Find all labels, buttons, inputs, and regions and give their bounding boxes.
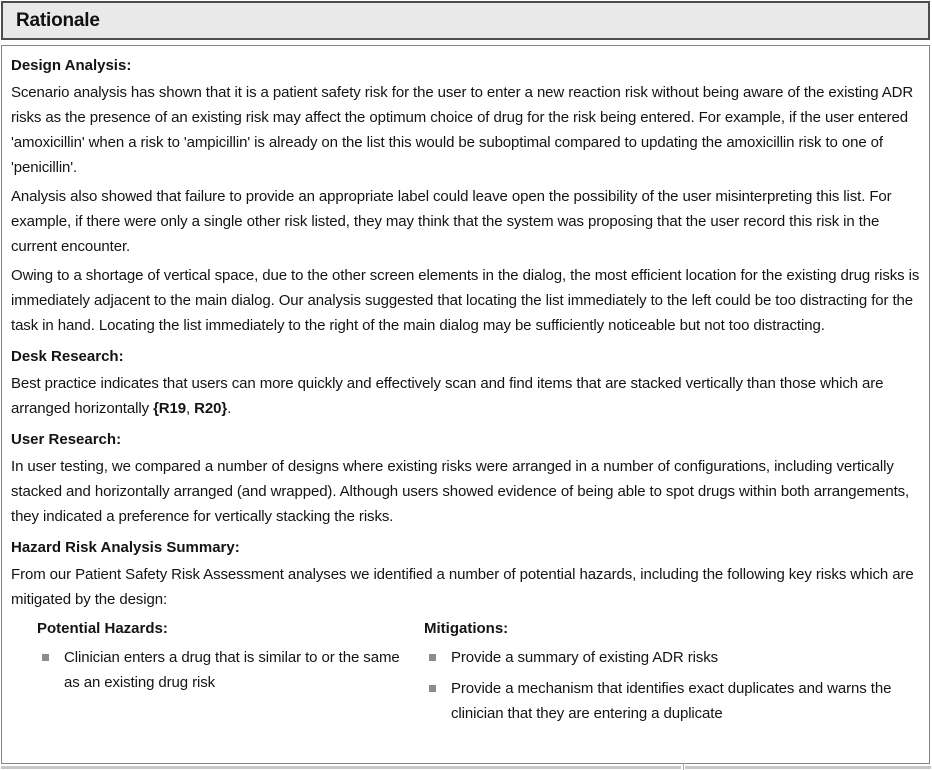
- desk-research-heading: Desk Research:: [11, 348, 124, 365]
- hazard-summary-paragraph: From our Patient Safety Risk Assessment analyses we identified a number of potential hazards, including the following key risks which are mitigated by the design:: [11, 566, 914, 608]
- bullet-square-icon: [429, 685, 436, 692]
- user-research-paragraph: In user testing, we compared a number of designs where existing risks were arranged in a number of configurations, including vertically stacked and horizontally arranged (and wrapped). Although users showed evidence of being able to spot drugs within both arrangements, they indicated a preference for vertically stacking the risks.: [11, 458, 910, 525]
- reference-r19: {R19: [153, 400, 187, 417]
- reference-r20: R20}: [194, 400, 228, 417]
- mitigation-item: [424, 645, 920, 670]
- mitigation-item: [424, 676, 920, 726]
- potential-hazards-list: [37, 645, 409, 695]
- panel-body: [1, 45, 930, 764]
- next-row-cell-junction: [683, 763, 684, 770]
- bullet-square-icon: [42, 654, 49, 661]
- design-analysis-paragraph-1: Scenario analysis has shown that it is a patient safety risk for the user to enter a new reaction risk without being aware of the existing ADR risks as the presence of an existing risk may affect the optimum choice of drug for the risk being entered. For example, if the user entered 'amoxicillin' when a risk to 'ampicillin' is already on the list this would be suboptimal compared to updating the amoxicillin risk to one of 'penicillin'.: [11, 84, 914, 176]
- hazard-item-text: Clinician enters a drug that is similar to or the same as an existing drug risk: [64, 649, 400, 691]
- mitigations-column: [424, 616, 920, 732]
- design-analysis-paragraph-3: Owing to a shortage of vertical space, due to the other screen elements in the dialog, the most efficient location for the existing drug risks is immediately adjacent to the main dialog. Our analysis suggested that locating the list immediately to the left could be too distracting for the task in hand. Locating the list immediately to the right of the main dialog may be sufficiently noticeable but not too distracting.: [11, 267, 920, 334]
- reference-separator: ,: [186, 400, 195, 417]
- desk-research-paragraph: [11, 371, 920, 421]
- user-research-heading: User Research:: [11, 431, 122, 448]
- mitigations-heading: Mitigations:: [424, 620, 509, 637]
- next-row-edge: [1, 766, 931, 769]
- panel-title: Rationale: [16, 9, 100, 31]
- design-analysis-paragraph-2: Analysis also showed that failure to provide an appropriate label could leave open the possibility of the user misinterpreting this list. For example, if there were only a single other risk listed, they may think that the system was proposing that the user record this risk in the current encounter.: [11, 188, 892, 255]
- design-analysis-heading: Design Analysis:: [11, 57, 132, 74]
- bullet-square-icon: [429, 654, 436, 661]
- sentence-end: .: [227, 400, 232, 417]
- hazard-summary-heading: Hazard Risk Analysis Summary:: [11, 539, 240, 556]
- panel-header: [1, 1, 930, 40]
- hazards-mitigations-columns: [37, 616, 920, 732]
- mitigations-list: [424, 645, 920, 726]
- mitigation-item-text: Provide a mechanism that identifies exact duplicates and warns the clinician that they are entering a duplicate: [451, 680, 892, 722]
- hazard-item: [37, 645, 409, 695]
- potential-hazards-column: [37, 616, 409, 732]
- mitigation-item-text: Provide a summary of existing ADR risks: [451, 649, 719, 666]
- potential-hazards-heading: Potential Hazards:: [37, 620, 168, 637]
- desk-research-text: Best practice indicates that users can more quickly and effectively scan and find items that are stacked vertically than those which are arranged horizontally: [11, 375, 884, 417]
